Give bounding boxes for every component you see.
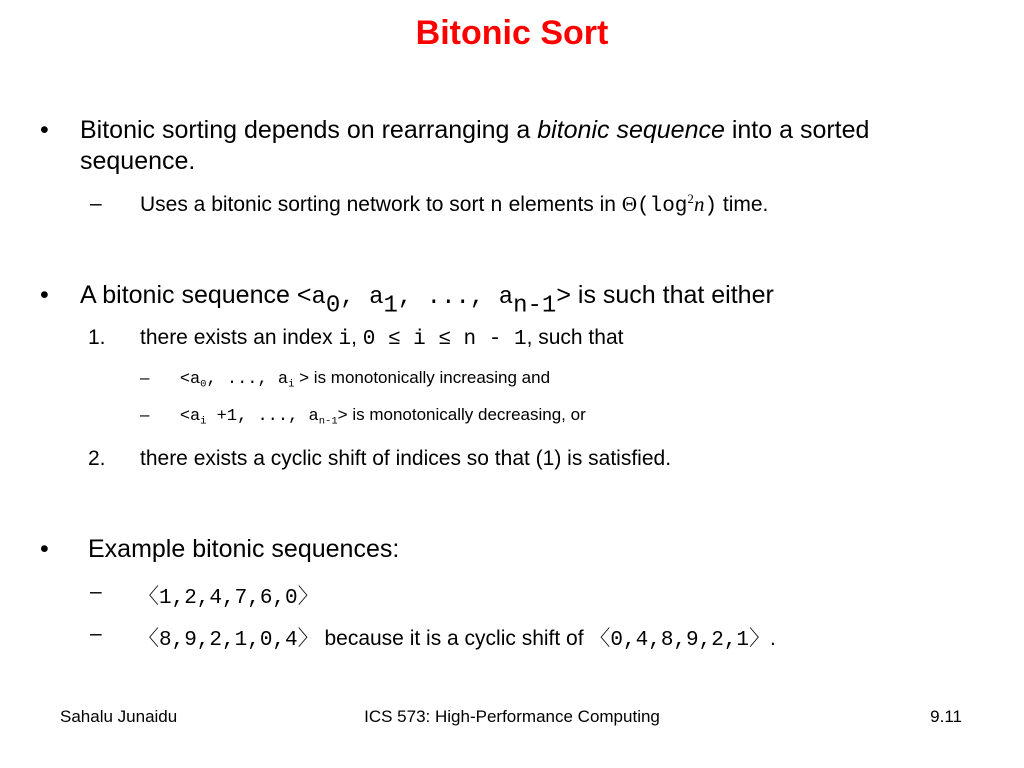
bullet-3-line: Example bitonic sequences: bbox=[88, 535, 400, 563]
item-number: 2. bbox=[88, 447, 106, 470]
dash-icon: – bbox=[140, 405, 150, 424]
dash-icon: – bbox=[90, 622, 102, 645]
item-1-sub-1: $<a_0$, ..., $a_i$ > is monotonically increasing and bbox=[180, 368, 551, 391]
bullet-2-line: A bitonic sequence $<a_0$, $a_1$, ..., $a_{n-1}>$ is such that either bbox=[80, 281, 774, 320]
bullet-icon: • bbox=[40, 535, 49, 563]
bullet-1-line-2: sequence. bbox=[80, 147, 196, 175]
footer-author: Sahalu Junaidu bbox=[60, 707, 178, 726]
item-2-text: there exists a cyclic shift of indices so that (1) is satisfied. bbox=[140, 447, 672, 470]
footer-slide-number: 9.11 bbox=[930, 707, 962, 726]
item-1-sub-2: $<a_i +1$, ..., $a_{n-1}>$ is monotonically decreasing, or bbox=[180, 405, 586, 428]
bullet-1-subpoint: Uses a bitonic sorting network to sort n elements in $\Theta(\log^2n)$ time. bbox=[140, 191, 769, 218]
term-bitonic-sequence: bitonic sequence bbox=[537, 116, 725, 144]
dash-icon: – bbox=[140, 368, 150, 387]
example-1: 〈1,2,4,7,6,0〉 bbox=[138, 584, 319, 610]
item-number: 1. bbox=[88, 326, 106, 349]
footer-course: ICS 573: High-Performance Computing bbox=[364, 707, 660, 726]
dash-icon: – bbox=[90, 580, 102, 603]
bullet-1-line-1: Bitonic sorting depends on rearranging a bitonic sequence into a sorted bbox=[80, 116, 870, 144]
example-2: 〈8,9,2,1,0,4〉 because it is a cyclic shift of 〈0,4,8,9,2,1〉. bbox=[138, 626, 776, 652]
slide-title: Bitonic Sort bbox=[415, 14, 609, 52]
bullet-icon: • bbox=[40, 281, 49, 309]
dash-icon: – bbox=[90, 192, 102, 215]
item-1-text: there exists an index i, 0 ≤ i ≤ n - 1, such that bbox=[140, 326, 624, 351]
bullet-icon: • bbox=[40, 116, 49, 144]
